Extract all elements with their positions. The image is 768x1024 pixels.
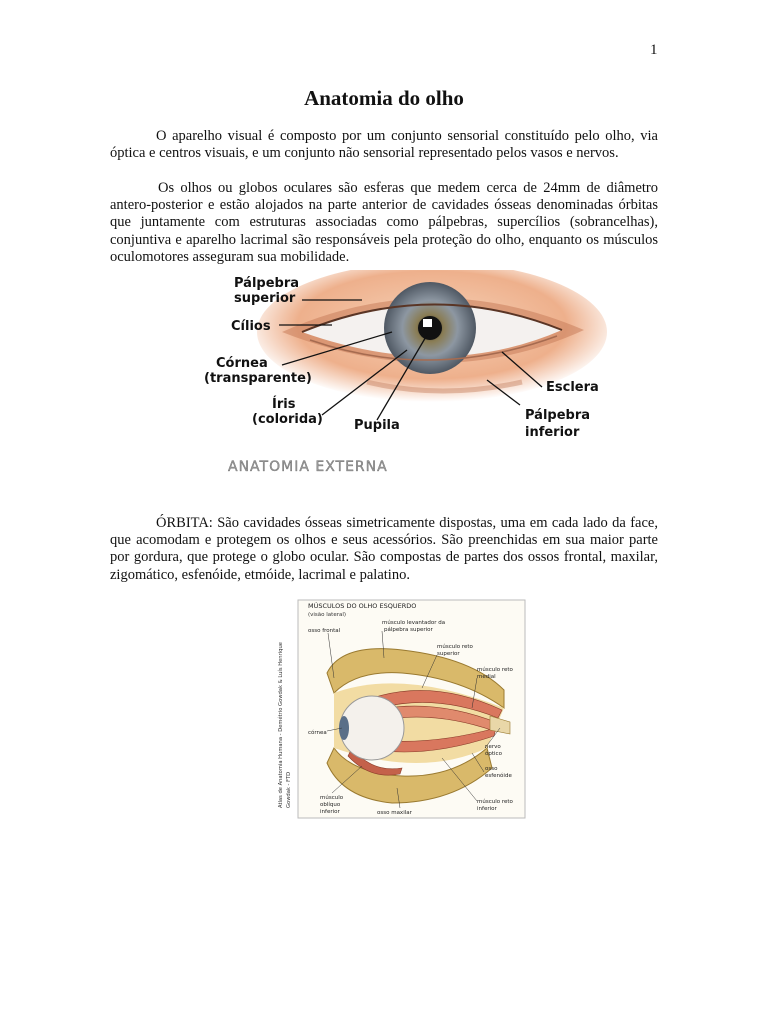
label-iris-1: Íris	[272, 397, 296, 412]
label-esclera: Esclera	[546, 380, 599, 395]
label-reto-superior-2: superior	[437, 651, 460, 657]
muscle-figure-title: MÚSCULOS DO OLHO ESQUERDO	[308, 602, 417, 610]
eye-figure-caption: ANATOMIA EXTERNA	[228, 459, 388, 475]
muscle-figure-subtitle: (visão lateral)	[308, 612, 347, 618]
eye-muscles-figure	[272, 598, 527, 820]
label-palpebra-inferior-1: Pálpebra	[525, 408, 591, 423]
label-obliquo-3: inferior	[320, 809, 340, 815]
paragraph-orbita: ÓRBITA: São cavidades ósseas simetricamente dispostas, uma em cada lado da face, que acomodam e protegem os olhos e seus acessórios. São preenchidas em sua maior parte por gordura, que protege o globo ocular. São compostas de partes dos ossos frontal, maxilar, zigomático, esfenóide, etmóide, lacrimal e palatino.	[110, 515, 658, 583]
label-cornea: córnea	[308, 730, 327, 736]
label-esfenoide-2: esfenóide	[485, 773, 512, 779]
label-reto-inferior-2: inferior	[477, 806, 497, 812]
label-reto-inferior-1: músculo reto	[477, 799, 513, 805]
label-cornea-1: Córnea	[216, 356, 268, 371]
paragraph-intro: O aparelho visual é composto por um conjunto sensorial constituído pelo olho, via óptica e centros visuais, e um conjunto não sensorial representado pelos vasos e nervos.	[110, 128, 658, 162]
label-obliquo-1: músculo	[320, 795, 344, 801]
muscle-figure-credit-1: Atlas de Anatomia Humana - Demétrio Gowdak & Luís Henrique	[278, 642, 284, 808]
muscle-figure-credit-2: Gowdak - FTD	[286, 771, 292, 808]
label-pupila: Pupila	[354, 418, 400, 433]
label-levantador-2: pálpebra superior	[384, 627, 433, 633]
label-iris-2: (colorida)	[252, 412, 323, 427]
external-eye-figure	[192, 270, 612, 480]
label-reto-superior-1: músculo reto	[437, 644, 473, 650]
label-reto-medial-1: músculo reto	[477, 667, 513, 673]
label-nervo-2: óptico	[485, 751, 502, 757]
label-osso-maxilar: osso maxilar	[377, 810, 412, 816]
label-nervo-1: nervo	[485, 744, 501, 750]
label-cornea-2: (transparente)	[204, 371, 312, 386]
label-palpebra-inferior-2: inferior	[525, 425, 580, 440]
label-reto-medial-2: medial	[477, 674, 496, 680]
paragraph-eyeballs: Os olhos ou globos oculares são esferas que medem cerca de 24mm de diâmetro antero-posterior e estão alojados na parte anterior de cavidades ósseas denominadas órbitas que juntamente com estruturas associadas como pálpebras, supercílios (sobrancelhas), conjuntiva e aparelho lacrimal são responsáveis pela proteção do olho, enquanto os músculos oculomotores asseguram sua mobilidade.	[110, 180, 658, 265]
label-palpebra-superior-2: superior	[234, 291, 296, 306]
page-number: 1	[650, 42, 658, 58]
label-palpebra-superior-1: Pálpebra	[234, 276, 300, 291]
label-cilios: Cílios	[231, 319, 271, 334]
label-levantador-1: músculo levantador da	[382, 620, 446, 626]
label-osso-frontal: osso frontal	[308, 628, 341, 634]
page-title: Anatomia do olho	[304, 86, 464, 110]
label-obliquo-2: oblíquo	[320, 802, 341, 808]
label-esfenoide-1: osso	[485, 766, 498, 772]
